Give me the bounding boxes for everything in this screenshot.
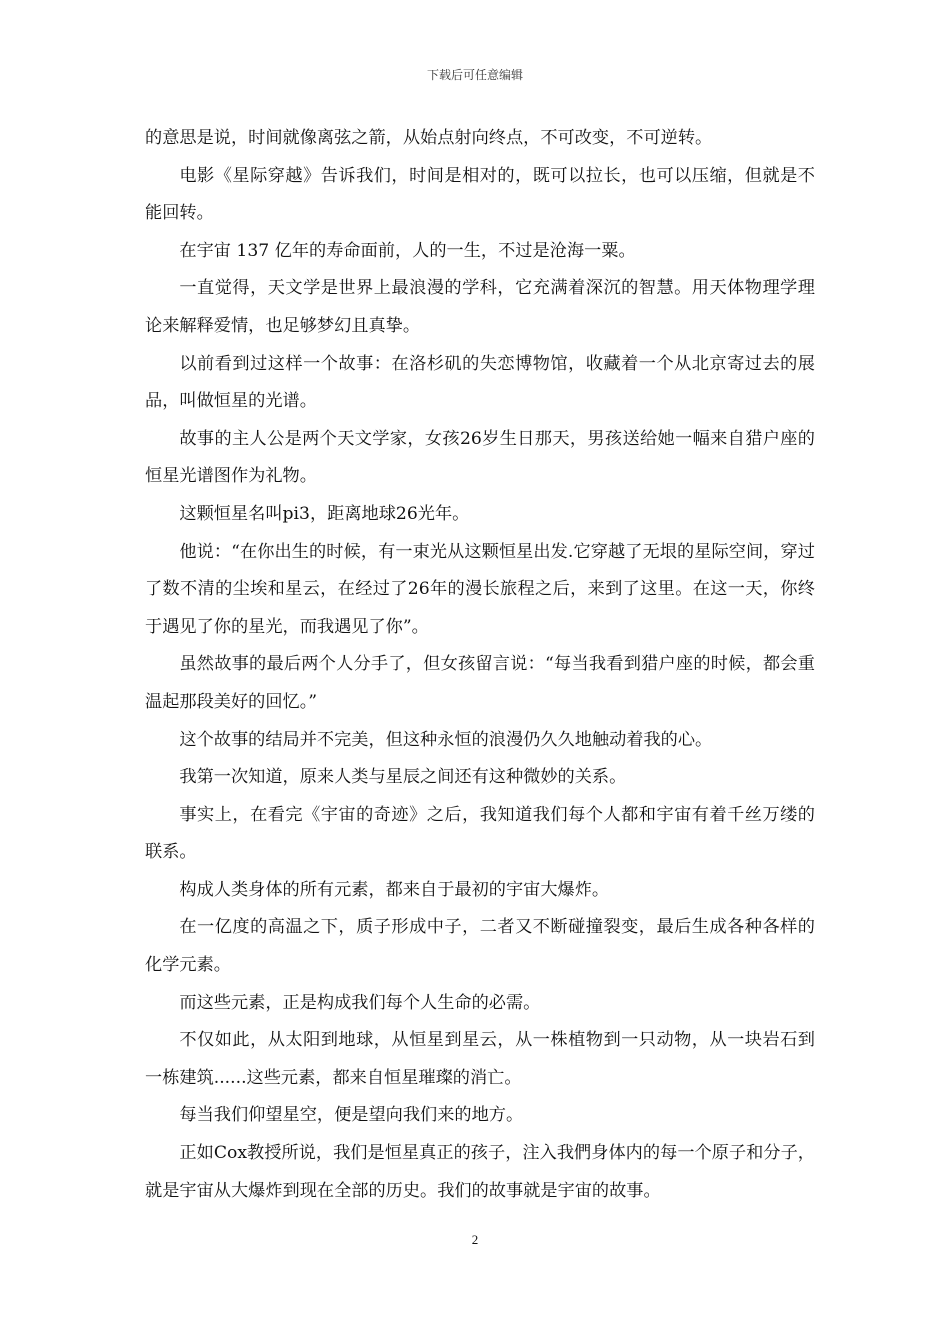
paragraph: 事实上，在看完《宇宙的奇迹》之后，我知道我们每个人都和宇宙有着千丝万缕的联系。 <box>145 804 815 863</box>
paragraph: 他说：“在你出生的时候，有一束光从这颗恒星出发.它穿越了无垠的星际空间，穿过了数不清的尘埃和星云，在经过了26年的漫长旅程之后，来到了这里。在这一天，你终于遇见了你的星光，而我遇见了你”。 <box>145 541 815 637</box>
paragraph: 不仅如此，从太阳到地球，从恒星到星云，从一株植物到一只动物，从一块岩石到一栋建筑......这些元素，都来自恒星璀璨的消亡。 <box>145 1030 815 1088</box>
paragraph: 在一亿度的高温之下，质子形成中子，二者又不断碰撞裂变，最后生成各种各样的化学元素。 <box>145 917 815 976</box>
paragraph: 正如Cox教授所说，我们是恒星真正的孩子，注入我們身体内的每一个原子和分子，就是宇宙从大爆炸到现在全部的历史。我们的故事就是宇宙的故事。 <box>145 1143 815 1201</box>
paragraph: 这个故事的结局并不完美，但这种永恒的浪漫仍久久地触动着我的心。 <box>179 729 713 750</box>
paragraph: 的意思是说，时间就像离弦之箭，从始点射向终点，不可改变，不可逆转。 <box>145 128 713 148</box>
page-number: 2 <box>471 1232 479 1247</box>
paragraph: 虽然故事的最后两个人分手了，但女孩留言说：“每当我看到猎户座的时候，都会重温起那段美好的回忆。” <box>145 654 815 712</box>
paragraph: 而这些元素，正是构成我们每个人生命的必需。 <box>179 992 541 1013</box>
paragraph: 构成人类身体的所有元素，都来自于最初的宇宙大爆炸。 <box>179 879 610 900</box>
paragraph: 每当我们仰望星空，便是望向我们来的地方。 <box>179 1105 524 1126</box>
page-header: 下载后可任意编辑 <box>426 68 523 82</box>
paragraph: 我第一次知道，原来人类与星辰之间还有这种微妙的关系。 <box>179 767 627 788</box>
paragraph: 电影《星际穿越》告诉我们，时间是相对的，既可以拉长，也可以压缩，但就是不能回转。 <box>145 165 815 224</box>
paragraph: 以前看到过这样一个故事：在洛杉矶的失恋博物馆，收藏着一个从北京寄过去的展品，叫做恒星的光谱。 <box>145 353 815 412</box>
paragraph: 这颗恒星名叫pi3，距离地球26光年。 <box>179 503 470 524</box>
paragraph: 一直觉得，天文学是世界上最浪漫的学科，它充满着深沉的智慧。用天体物理学理论来解释爱情，也足够梦幻且真挚。 <box>145 278 815 336</box>
paragraph: 在宇宙 137 亿年的寿命面前，人的一生，不过是沧海一粟。 <box>179 240 636 261</box>
document-body <box>145 120 815 1210</box>
paragraph: 故事的主人公是两个天文学家，女孩26岁生日那天，男孩送给她一幅来自猎户座的恒星光谱图作为礼物。 <box>145 428 815 487</box>
